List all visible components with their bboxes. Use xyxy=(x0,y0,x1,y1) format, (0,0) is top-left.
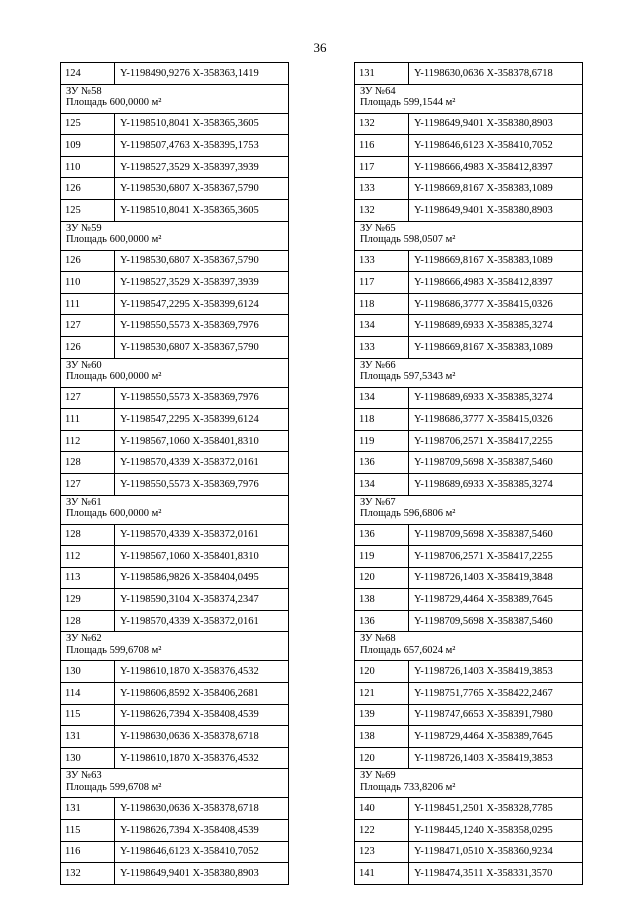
parcel-title: ЗУ №64 xyxy=(360,85,396,97)
coordinate-row xyxy=(61,661,289,683)
coordinate-row xyxy=(61,524,289,546)
parcel-area: Площадь 600,0000 м² xyxy=(66,508,162,519)
coordinate-row xyxy=(355,178,583,200)
parcel-area: Площадь 733,8206 м² xyxy=(360,781,456,793)
point-number: 127 xyxy=(61,387,115,409)
point-number: 128 xyxy=(61,524,115,546)
point-number: 116 xyxy=(61,841,115,863)
coordinate-row xyxy=(355,567,583,589)
point-number: 125 xyxy=(61,199,115,221)
point-number: 133 xyxy=(355,178,409,200)
coordinates-column-right xyxy=(354,62,583,885)
point-coordinates: Y-1198530,6807 X-358367,5790 xyxy=(115,178,289,200)
parcel-header-cell xyxy=(355,221,583,250)
parcel-header-row xyxy=(61,84,289,113)
point-coordinates: Y-1198530,6807 X-358367,5790 xyxy=(115,336,289,358)
coordinate-row xyxy=(61,199,289,221)
point-number: 128 xyxy=(61,452,115,474)
coordinate-row xyxy=(355,863,583,885)
parcel-header-row xyxy=(61,495,289,524)
coordinate-row xyxy=(61,820,289,842)
coordinate-row xyxy=(61,567,289,589)
coordinate-row xyxy=(355,589,583,611)
point-coordinates: Y-1198567,1060 X-358401,8310 xyxy=(115,430,289,452)
point-coordinates: Y-1198747,6653 X-358391,7980 xyxy=(409,704,583,726)
coordinate-row xyxy=(61,336,289,358)
point-coordinates: Y-1198567,1060 X-358401,8310 xyxy=(115,546,289,568)
coordinate-row xyxy=(355,473,583,495)
point-coordinates: Y-1198586,9826 X-358404,0495 xyxy=(115,567,289,589)
coordinate-row xyxy=(61,293,289,315)
coordinate-row xyxy=(61,683,289,705)
parcel-title: ЗУ №63 xyxy=(66,770,102,782)
point-coordinates: Y-1198550,5573 X-358369,7976 xyxy=(115,473,289,495)
point-number: 117 xyxy=(355,156,409,178)
point-coordinates: Y-1198530,6807 X-358367,5790 xyxy=(115,250,289,272)
point-coordinates: Y-1198630,0636 X-358378,6718 xyxy=(115,726,289,748)
parcel-title: ЗУ №67 xyxy=(360,496,396,508)
coordinate-row xyxy=(355,820,583,842)
coordinate-row xyxy=(61,156,289,178)
coordinate-row xyxy=(61,178,289,200)
point-coordinates: Y-1198729,4464 X-358389,7645 xyxy=(409,726,583,748)
parcel-title: ЗУ №62 xyxy=(66,633,102,645)
coordinates-table-right xyxy=(354,62,583,885)
point-coordinates: Y-1198726,1403 X-358419,3853 xyxy=(409,747,583,769)
point-number: 116 xyxy=(355,135,409,157)
coordinate-row xyxy=(61,452,289,474)
point-number: 133 xyxy=(355,336,409,358)
point-number: 125 xyxy=(61,113,115,135)
point-coordinates: Y-1198669,8167 X-358383,1089 xyxy=(409,336,583,358)
point-coordinates: Y-1198445,1240 X-358358,0295 xyxy=(409,820,583,842)
parcel-header-cell xyxy=(355,358,583,387)
point-number: 136 xyxy=(355,524,409,546)
parcel-area: Площадь 657,6024 м² xyxy=(360,644,456,656)
coordinate-row xyxy=(355,683,583,705)
point-number: 141 xyxy=(355,863,409,885)
point-coordinates: Y-1198610,1870 X-358376,4532 xyxy=(115,661,289,683)
coordinate-row xyxy=(355,156,583,178)
point-number: 138 xyxy=(355,589,409,611)
point-number: 109 xyxy=(61,135,115,157)
coordinate-row xyxy=(355,798,583,820)
coordinate-row xyxy=(61,113,289,135)
parcel-header-row xyxy=(355,221,583,250)
coordinate-row xyxy=(355,661,583,683)
page-number: 36 xyxy=(313,40,327,55)
point-number: 132 xyxy=(355,113,409,135)
coordinate-row xyxy=(61,272,289,294)
point-coordinates: Y-1198547,2295 X-358399,6124 xyxy=(115,409,289,431)
coordinate-row xyxy=(61,704,289,726)
point-coordinates: Y-1198686,3777 X-358415,0326 xyxy=(409,409,583,431)
point-number: 120 xyxy=(355,567,409,589)
parcel-header-row xyxy=(61,358,289,387)
point-coordinates: Y-1198649,9401 X-358380,8903 xyxy=(409,113,583,135)
point-coordinates: Y-1198646,6123 X-358410,7052 xyxy=(115,841,289,863)
point-number: 133 xyxy=(355,250,409,272)
parcel-area: Площадь 599,1544 м² xyxy=(360,97,456,109)
point-number: 131 xyxy=(355,63,409,85)
point-number: 120 xyxy=(355,747,409,769)
coordinate-row xyxy=(61,63,289,85)
point-number: 115 xyxy=(61,820,115,842)
point-coordinates: Y-1198610,1870 X-358376,4532 xyxy=(115,747,289,769)
point-coordinates: Y-1198510,8041 X-358365,3605 xyxy=(115,113,289,135)
point-number: 111 xyxy=(61,293,115,315)
point-number: 134 xyxy=(355,473,409,495)
parcel-header-row xyxy=(355,495,583,524)
point-coordinates: Y-1198570,4339 X-358372,0161 xyxy=(115,610,289,632)
parcel-header-cell xyxy=(61,358,289,387)
point-number: 126 xyxy=(61,250,115,272)
coordinate-row xyxy=(355,272,583,294)
point-coordinates: Y-1198706,2571 X-358417,2255 xyxy=(409,430,583,452)
parcel-header-row xyxy=(355,769,583,798)
point-number: 112 xyxy=(61,546,115,568)
coordinate-row xyxy=(61,473,289,495)
point-coordinates: Y-1198689,6933 X-358385,3274 xyxy=(409,387,583,409)
point-number: 122 xyxy=(355,820,409,842)
coordinate-row xyxy=(355,430,583,452)
point-coordinates: Y-1198666,4983 X-358412,8397 xyxy=(409,156,583,178)
parcel-title: ЗУ №61 xyxy=(66,496,102,508)
point-coordinates: Y-1198709,5698 X-358387,5460 xyxy=(409,524,583,546)
coordinate-row xyxy=(61,747,289,769)
point-coordinates: Y-1198590,3104 X-358374,2347 xyxy=(115,589,289,611)
point-coordinates: Y-1198570,4339 X-358372,0161 xyxy=(115,524,289,546)
point-coordinates: Y-1198510,8041 X-358365,3605 xyxy=(115,199,289,221)
point-coordinates: Y-1198490,9276 X-358363,1419 xyxy=(115,63,289,85)
point-coordinates: Y-1198547,2295 X-358399,6124 xyxy=(115,293,289,315)
coordinate-row xyxy=(61,315,289,337)
parcel-title: ЗУ №58 xyxy=(66,85,102,97)
parcel-header-cell xyxy=(355,769,583,798)
parcel-area: Площадь 600,0000 м² xyxy=(66,371,162,383)
parcel-title: ЗУ №66 xyxy=(360,359,396,371)
point-number: 112 xyxy=(61,430,115,452)
point-number: 121 xyxy=(355,683,409,705)
point-number: 126 xyxy=(61,336,115,358)
point-number: 117 xyxy=(355,272,409,294)
point-number: 127 xyxy=(61,315,115,337)
coordinate-row xyxy=(61,798,289,820)
point-coordinates: Y-1198474,3511 X-358331,3570 xyxy=(409,863,583,885)
point-coordinates: Y-1198649,9401 X-358380,8903 xyxy=(409,199,583,221)
parcel-header-row xyxy=(61,221,289,250)
point-number: 132 xyxy=(355,199,409,221)
parcel-title: ЗУ №60 xyxy=(66,359,102,371)
parcel-title: ЗУ №65 xyxy=(360,222,396,234)
coordinate-row xyxy=(355,387,583,409)
point-number: 123 xyxy=(355,841,409,863)
parcel-header-cell xyxy=(61,221,289,250)
point-coordinates: Y-1198709,5698 X-358387,5460 xyxy=(409,610,583,632)
parcel-area: Площадь 599,6708 м² xyxy=(66,644,162,656)
parcel-title: ЗУ №68 xyxy=(360,633,396,645)
parcel-header-row xyxy=(355,358,583,387)
point-coordinates: Y-1198689,6933 X-358385,3274 xyxy=(409,473,583,495)
parcel-header-row xyxy=(61,769,289,798)
parcel-header-cell xyxy=(355,632,583,661)
parcel-header-cell xyxy=(355,495,583,524)
coordinate-row xyxy=(355,747,583,769)
coordinates-column-left xyxy=(60,62,289,885)
point-coordinates: Y-1198507,4763 X-358395,1753 xyxy=(115,135,289,157)
point-coordinates: Y-1198726,1403 X-358419,3853 xyxy=(409,661,583,683)
point-number: 140 xyxy=(355,798,409,820)
coordinate-row xyxy=(355,113,583,135)
point-coordinates: Y-1198527,3529 X-358397,3939 xyxy=(115,156,289,178)
point-number: 131 xyxy=(61,726,115,748)
coordinate-row xyxy=(355,250,583,272)
parcel-header-row xyxy=(355,84,583,113)
point-number: 139 xyxy=(355,704,409,726)
point-number: 136 xyxy=(355,452,409,474)
point-coordinates: Y-1198606,8592 X-358406,2681 xyxy=(115,683,289,705)
point-coordinates: Y-1198751,7765 X-358422,2467 xyxy=(409,683,583,705)
point-number: 113 xyxy=(61,567,115,589)
coordinate-row xyxy=(355,841,583,863)
parcel-area: Площадь 600,0000 м² xyxy=(66,97,162,109)
coordinate-row xyxy=(355,452,583,474)
point-coordinates: Y-1198630,0636 X-358378,6718 xyxy=(409,63,583,85)
parcel-header-cell xyxy=(61,495,289,524)
coordinate-row xyxy=(355,726,583,748)
coordinate-row xyxy=(61,387,289,409)
point-number: 134 xyxy=(355,315,409,337)
point-coordinates: Y-1198649,9401 X-358380,8903 xyxy=(115,863,289,885)
parcel-header-row xyxy=(61,632,289,661)
point-coordinates: Y-1198451,2501 X-358328,7785 xyxy=(409,798,583,820)
coordinate-row xyxy=(355,336,583,358)
point-coordinates: Y-1198726,1403 X-358419,3848 xyxy=(409,567,583,589)
parcel-area: Площадь 598,0507 м² xyxy=(360,234,456,246)
parcel-header-cell xyxy=(61,84,289,113)
point-number: 110 xyxy=(61,272,115,294)
coordinate-row xyxy=(61,610,289,632)
parcel-header-cell xyxy=(61,632,289,661)
point-number: 114 xyxy=(61,683,115,705)
point-coordinates: Y-1198527,3529 X-358397,3939 xyxy=(115,272,289,294)
point-coordinates: Y-1198666,4983 X-358412,8397 xyxy=(409,272,583,294)
point-coordinates: Y-1198646,6123 X-358410,7052 xyxy=(409,135,583,157)
point-coordinates: Y-1198686,3777 X-358415,0326 xyxy=(409,293,583,315)
parcel-area: Площадь 599,6708 м² xyxy=(66,781,162,793)
coordinate-row xyxy=(61,250,289,272)
coordinate-row xyxy=(355,704,583,726)
point-number: 132 xyxy=(61,863,115,885)
point-number: 134 xyxy=(355,387,409,409)
coordinate-row xyxy=(355,199,583,221)
point-number: 130 xyxy=(61,661,115,683)
point-coordinates: Y-1198630,0636 X-358378,6718 xyxy=(115,798,289,820)
point-coordinates: Y-1198669,8167 X-358383,1089 xyxy=(409,250,583,272)
point-number: 138 xyxy=(355,726,409,748)
parcel-title: ЗУ №69 xyxy=(360,770,396,782)
point-number: 136 xyxy=(355,610,409,632)
point-coordinates: Y-1198626,7394 X-358408,4539 xyxy=(115,820,289,842)
point-coordinates: Y-1198709,5698 X-358387,5460 xyxy=(409,452,583,474)
point-number: 118 xyxy=(355,293,409,315)
point-number: 128 xyxy=(61,610,115,632)
point-number: 110 xyxy=(61,156,115,178)
point-coordinates: Y-1198706,2571 X-358417,2255 xyxy=(409,546,583,568)
coordinate-row xyxy=(61,841,289,863)
point-number: 115 xyxy=(61,704,115,726)
coordinate-row xyxy=(61,589,289,611)
coordinate-row xyxy=(61,135,289,157)
coordinate-row xyxy=(355,409,583,431)
parcel-header-cell xyxy=(61,769,289,798)
parcel-header-cell xyxy=(355,84,583,113)
coordinate-row xyxy=(355,546,583,568)
coordinates-table-left xyxy=(60,62,289,885)
coordinate-row xyxy=(355,524,583,546)
parcel-area: Площадь 596,6806 м² xyxy=(360,508,456,519)
point-coordinates: Y-1198626,7394 X-358408,4539 xyxy=(115,704,289,726)
coordinate-row xyxy=(61,546,289,568)
coordinate-row xyxy=(355,63,583,85)
point-number: 129 xyxy=(61,589,115,611)
point-coordinates: Y-1198550,5573 X-358369,7976 xyxy=(115,315,289,337)
parcel-header-row xyxy=(355,632,583,661)
point-coordinates: Y-1198689,6933 X-358385,3274 xyxy=(409,315,583,337)
point-number: 119 xyxy=(355,430,409,452)
point-coordinates: Y-1198729,4464 X-358389,7645 xyxy=(409,589,583,611)
parcel-area: Площадь 600,0000 м² xyxy=(66,234,162,246)
point-number: 127 xyxy=(61,473,115,495)
point-number: 131 xyxy=(61,798,115,820)
point-number: 111 xyxy=(61,409,115,431)
point-coordinates: Y-1198471,0510 X-358360,9234 xyxy=(409,841,583,863)
parcel-area: Площадь 597,5343 м² xyxy=(360,371,456,383)
point-coordinates: Y-1198570,4339 X-358372,0161 xyxy=(115,452,289,474)
parcel-title: ЗУ №59 xyxy=(66,222,102,234)
point-number: 124 xyxy=(61,63,115,85)
coordinate-row xyxy=(61,863,289,885)
point-number: 126 xyxy=(61,178,115,200)
coordinate-row xyxy=(61,409,289,431)
coordinate-row xyxy=(355,315,583,337)
point-coordinates: Y-1198669,8167 X-358383,1089 xyxy=(409,178,583,200)
coordinate-row xyxy=(61,430,289,452)
coordinate-row xyxy=(355,293,583,315)
coordinate-row xyxy=(355,135,583,157)
point-number: 118 xyxy=(355,409,409,431)
point-coordinates: Y-1198550,5573 X-358369,7976 xyxy=(115,387,289,409)
point-number: 130 xyxy=(61,747,115,769)
point-number: 119 xyxy=(355,546,409,568)
coordinate-row xyxy=(61,726,289,748)
point-number: 120 xyxy=(355,661,409,683)
coordinate-row xyxy=(355,610,583,632)
